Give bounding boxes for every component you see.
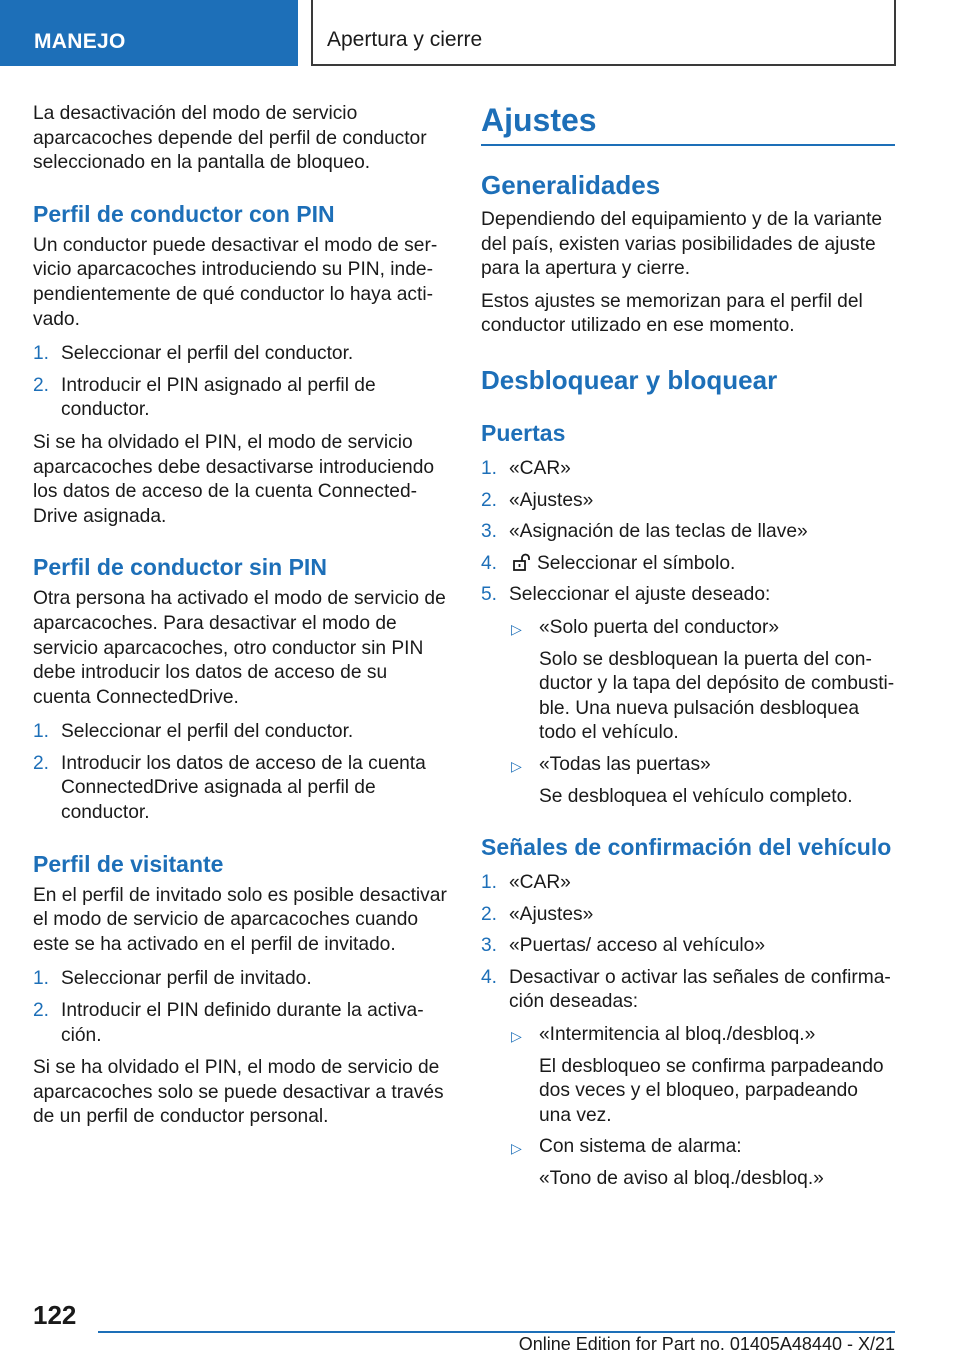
- list-item: [33, 342, 447, 367]
- nopin-steps: [33, 720, 447, 825]
- step-text: Seleccionar el ajuste deseado:: [509, 584, 771, 606]
- list-item: [33, 374, 447, 423]
- step-number: 1.: [481, 457, 498, 479]
- doors-options: [509, 616, 895, 809]
- option-description: Se desbloquea el vehículo completo.: [539, 785, 853, 807]
- heading-doors: Puertas: [481, 419, 566, 446]
- heading-guest-profile: Perfil de visitante: [33, 850, 224, 877]
- step-number: 1.: [33, 968, 50, 990]
- heading-settings: Ajustes: [481, 102, 895, 146]
- list-item: [509, 1135, 895, 1191]
- list-item: [481, 871, 895, 896]
- heading-confirmation-signals: Señales de confirmación del vehículo: [481, 834, 892, 861]
- list-item: [509, 616, 895, 746]
- option-label: «Intermitencia al bloq./desbloq.»: [539, 1024, 816, 1046]
- triangle-right-outline-icon: ▷: [511, 1140, 522, 1157]
- step-text: Introducir el PIN asignado al perfil de conductor.: [61, 374, 376, 421]
- option-label: Con sistema de alarma:: [539, 1136, 742, 1158]
- doors-steps: [481, 457, 895, 608]
- list-item: [481, 489, 895, 514]
- list-item: [33, 720, 447, 745]
- step-number: 2.: [33, 1000, 50, 1022]
- step-number: 3.: [481, 521, 498, 543]
- option-label: «Solo puerta del conductor»: [539, 616, 780, 638]
- list-item: [509, 753, 895, 809]
- list-item: [33, 967, 447, 992]
- pin-paragraph: Un conductor puede desactivar el modo de servicio aparcacoches introduciendo su PIN, independientemente de qué conductor lo haya activado.: [33, 234, 438, 330]
- option-label: «Todas las puertas»: [539, 753, 711, 775]
- step-number: 1.: [33, 343, 50, 365]
- step-text: Introducir los datos de acceso de la cuenta ConnectedDrive asignada al perfil de conductor.: [61, 752, 426, 824]
- list-item: [33, 999, 447, 1048]
- step-text: Seleccionar el perfil del conductor.: [61, 721, 354, 743]
- footer-divider: [98, 1331, 895, 1333]
- chapter-header: [311, 0, 896, 66]
- page-number: 122: [33, 1300, 77, 1330]
- section-label: MANEJO: [34, 30, 126, 53]
- step-text: Seleccionar perfil de invitado.: [61, 968, 312, 990]
- option-description: Solo se desbloquean la puerta del conductor y la tapa del depósito de combustible. Una nueva pulsación desbloquea todo el vehículo.: [539, 648, 895, 744]
- step-number: 4.: [481, 966, 498, 988]
- general-paragraph-1: Dependiendo del equipamiento y de la variante del país, existen varias posibilidades de ajuste para la apertura y cierre.: [481, 209, 883, 280]
- open-padlock-icon: [513, 553, 531, 571]
- list-item: [509, 1023, 895, 1128]
- list-item: [33, 752, 447, 826]
- step-number: 4.: [481, 552, 498, 574]
- list-item: [481, 520, 895, 545]
- heading-pin-profile: Perfil de conductor con PIN: [33, 200, 335, 227]
- step-text: Introducir el PIN definido durante la activación.: [61, 1000, 424, 1046]
- heading-lock-unlock: Desbloquear y bloquear: [481, 364, 778, 395]
- step-number: 1.: [33, 721, 50, 743]
- option-description: El desbloqueo se confirma parpadeando dos veces y el bloqueo, parpadeando una vez.: [539, 1055, 884, 1126]
- intro-paragraph: La desactivación del modo de servicio aparcacoches depende del perfil de conductor seleccionado en la pantalla de bloqueo.: [33, 103, 427, 174]
- heading-general: Generalidades: [481, 170, 661, 200]
- guest-paragraph: En el perfil de invitado solo es posible desactivar el modo de servicio de aparcacoches cuando este se ha activado en el perfil de invitado.: [33, 884, 447, 955]
- triangle-right-outline-icon: ▷: [511, 1028, 522, 1045]
- step-number: 2.: [33, 752, 50, 774]
- step-number: 3.: [481, 935, 498, 957]
- guest-steps: [33, 967, 447, 1048]
- step-number: 2.: [33, 374, 50, 396]
- step-number: 1.: [481, 872, 498, 894]
- footer-edition: Online Edition for Part no. 01405A48440 - X/21: [518, 1334, 895, 1354]
- step-text: «CAR»: [509, 457, 571, 479]
- pin-note: Si se ha olvidado el PIN, el modo de servicio aparcacoches debe desactivarse introduciendo los datos de acceso de la cuenta ConnectedDrive asignada.: [33, 431, 435, 527]
- right-column: [481, 102, 895, 1199]
- step-text: Seleccionar el perfil del conductor.: [61, 343, 354, 365]
- list-item: [481, 457, 895, 482]
- list-item: [481, 934, 895, 959]
- step-number: 5.: [481, 584, 498, 606]
- triangle-right-outline-icon: ▷: [511, 620, 522, 637]
- step-text: «Ajustes»: [509, 903, 594, 925]
- step-number: 2.: [481, 903, 498, 925]
- list-item: [481, 966, 895, 1015]
- heading-nopin-profile: Perfil de conductor sin PIN: [33, 554, 327, 581]
- option-description: «Tono de aviso al bloq./desbloq.»: [539, 1168, 824, 1190]
- section-tab: [0, 0, 298, 66]
- step-text: «CAR»: [509, 872, 571, 894]
- step-number: 2.: [481, 489, 498, 511]
- signals-options: [509, 1023, 895, 1192]
- pin-steps: [33, 342, 447, 423]
- step-text: Seleccionar el símbolo.: [537, 552, 736, 574]
- list-item: [481, 552, 895, 577]
- list-item: [481, 583, 895, 608]
- step-text: «Asignación de las teclas de llave»: [509, 521, 808, 543]
- step-text: Desactivar o activar las señales de confirmación deseadas:: [509, 966, 891, 1013]
- triangle-right-outline-icon: ▷: [511, 757, 522, 774]
- signals-steps: [481, 871, 895, 1015]
- step-text: «Puertas/ acceso al vehículo»: [509, 935, 765, 957]
- general-paragraph-2: Estos ajustes se memorizan para el perfil del conductor utilizado en ese momento.: [481, 290, 863, 337]
- list-item: [481, 903, 895, 928]
- guest-note: Si se ha olvidado el PIN, el modo de servicio de aparcacoches solo se puede desactivar a través de un perfil de conductor personal.: [33, 1057, 444, 1128]
- chapter-title: Apertura y cierre: [327, 28, 483, 51]
- nopin-paragraph: Otra persona ha activado el modo de servicio de aparcacoches. Para desactivar el modo de servicio aparcacoches, otro conductor sin PIN debe introducir los datos de acceso de su cuenta ConnectedDrive.: [33, 588, 446, 708]
- step-text: «Ajustes»: [509, 489, 594, 511]
- left-column: [33, 102, 447, 1138]
